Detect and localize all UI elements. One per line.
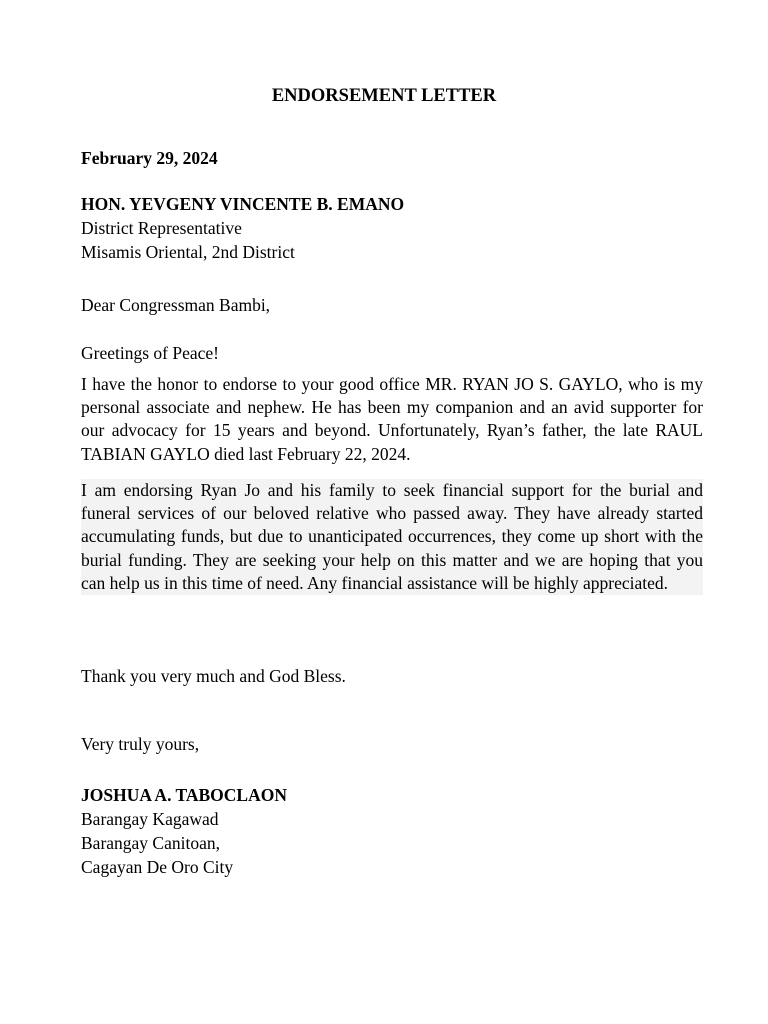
greeting: Greetings of Peace!: [81, 343, 219, 363]
body-paragraph-2: I am endorsing Ryan Jo and his family to seek financial support for the burial and funeral services of our beloved relative who passed away. They have already started accumulating funds, but due to unanticipated occurrences, they come up short with the burial funding. They are seeking your help on this matter and we are hoping that you can help us in this time of need. Any financial assistance will be highly appreciated.: [81, 479, 703, 595]
body-paragraph-1: I have the honor to endorse to your good office MR. RYAN JO S. GAYLO, who is my personal associate and nephew. He has been my companion and an avid supporter for our advocacy for 15 years and beyond. Unfortunately, Ryan’s father, the late RAUL TABIAN GAYLO died last February 22, 2024.: [81, 374, 703, 464]
letter-title: ENDORSEMENT LETTER: [271, 86, 497, 106]
letter-date: February 29, 2024: [81, 148, 218, 168]
signatory-position: Barangay Kagawad: [81, 809, 219, 829]
closing-line: Very truly yours,: [81, 734, 200, 754]
thanks-line: Thank you very much and God Bless.: [81, 666, 346, 686]
recipient-location: Misamis Oriental, 2nd District: [81, 242, 295, 262]
signatory-barangay: Barangay Canitoan,: [81, 833, 220, 853]
signatory-name: JOSHUA A. TABOCLAON: [81, 785, 287, 805]
signatory-city: Cagayan De Oro City: [81, 857, 234, 877]
salutation: Dear Congressman Bambi,: [81, 295, 271, 315]
recipient-position: District Representative: [81, 218, 242, 238]
recipient-name: HON. YEVGENY VINCENTE B. EMANO: [81, 194, 405, 214]
